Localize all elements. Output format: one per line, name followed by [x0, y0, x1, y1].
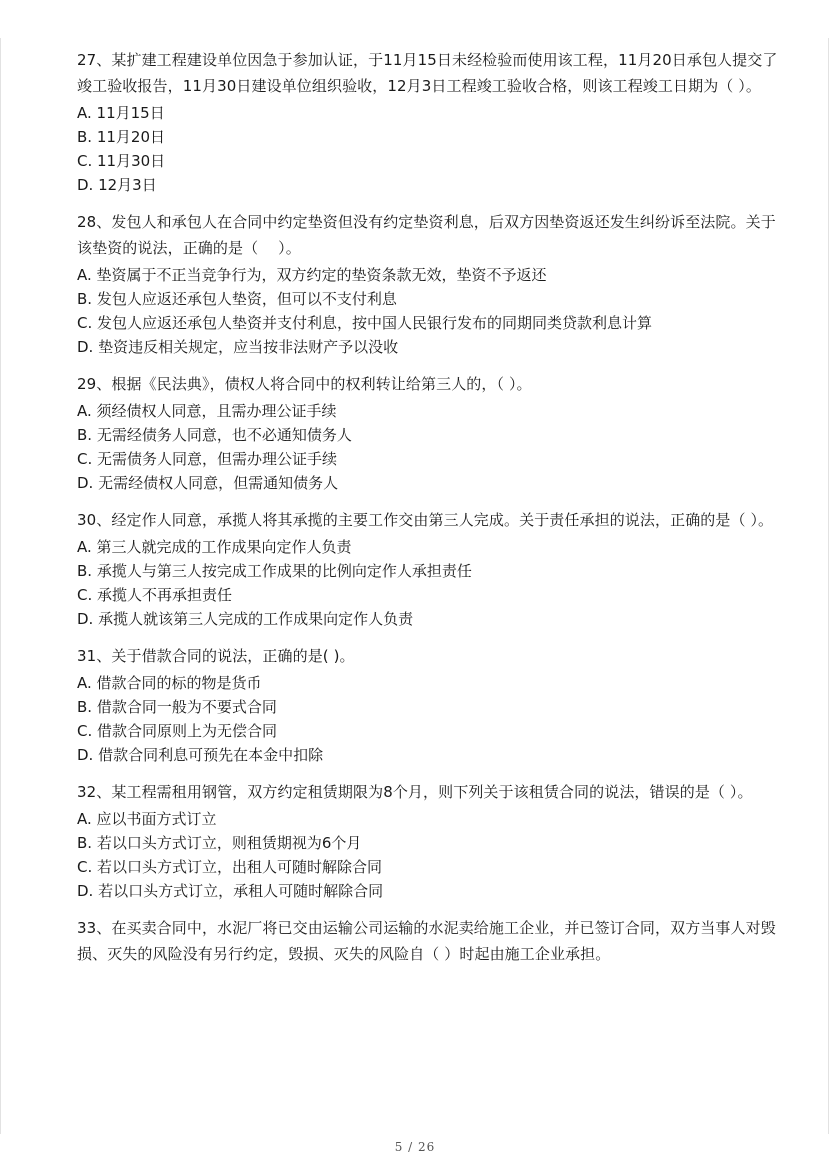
- option-a: A. 11月15日: [77, 104, 165, 122]
- option-b: B. 11月20日: [77, 128, 166, 146]
- option-a: A. 借款合同的标的物是货币: [77, 674, 262, 692]
- option-b: B. 借款合同一般为不要式合同: [77, 698, 277, 716]
- question-stem: 28、发包人和承包人在合同中约定垫资但没有约定垫资利息，后双方因垫资返还发生纠纷诉至法院。关于该垫资的说法，正确的是（ ）。: [77, 213, 776, 257]
- option-b: B. 承揽人与第三人按完成工作成果的比例向定作人承担责任: [77, 562, 472, 580]
- option-d: D. 若以口头方式订立，承租人可随时解除合同: [77, 882, 384, 900]
- question-stem: 31、关于借款合同的说法，正确的是( )。: [77, 647, 355, 665]
- document-page: [0, 38, 829, 1134]
- option-d: D. 承揽人就该第三人完成的工作成果向定作人负责: [77, 610, 414, 628]
- option-a: A. 垫资属于不正当竞争行为，双方约定的垫资条款无效，垫资不予返还: [77, 266, 547, 284]
- question-stem: 29、根据《民法典》，债权人将合同中的权利转让给第三人的，（ ）。: [77, 375, 532, 393]
- option-c: C. 若以口头方式订立，出租人可随时解除合同: [77, 858, 383, 876]
- question-29: [77, 371, 787, 495]
- option-d: D. 垫资违反相关规定，应当按非法财产予以没收: [77, 338, 399, 356]
- option-c: C. 发包人应返还承包人垫资并支付利息，按中国人民银行发布的同期同类贷款利息计算: [77, 314, 653, 332]
- option-a: A. 应以书面方式订立: [77, 810, 217, 828]
- option-b: B. 发包人应返还承包人垫资，但可以不支付利息: [77, 290, 397, 308]
- question-stem: 27、某扩建工程建设单位因急于参加认证，于11月15日未经检验而使用该工程，11月20日承包人提交了竣工验收报告，11月30日建设单位组织验收，12月3日工程竣工验收合格，则该工程竣工日期为（ ）。: [77, 51, 778, 95]
- option-a: A. 第三人就完成的工作成果向定作人负责: [77, 538, 352, 556]
- option-b: B. 无需经债务人同意，也不必通知债务人: [77, 426, 352, 444]
- option-c: C. 11月30日: [77, 152, 166, 170]
- question-list: [77, 47, 787, 979]
- question-32: [77, 779, 787, 903]
- question-33: [77, 915, 787, 967]
- option-c: C. 承揽人不再承担责任: [77, 586, 233, 604]
- question-30: [77, 507, 787, 631]
- option-b: B. 若以口头方式订立，则租赁期视为6个月: [77, 834, 362, 852]
- option-a: A. 须经债权人同意，且需办理公证手续: [77, 402, 337, 420]
- option-c: C. 借款合同原则上为无偿合同: [77, 722, 278, 740]
- question-stem: 30、经定作人同意，承揽人将其承揽的主要工作交由第三人完成。关于责任承担的说法，正确的是（ ）。: [77, 511, 774, 529]
- option-c: C. 无需债务人同意，但需办理公证手续: [77, 450, 338, 468]
- question-31: [77, 643, 787, 767]
- question-27: [77, 47, 787, 197]
- option-d: D. 借款合同利息可预先在本金中扣除: [77, 746, 324, 764]
- question-stem: 33、在买卖合同中，水泥厂将已交由运输公司运输的水泥卖给施工企业，并已签订合同，双方当事人对毁损、灭失的风险没有另行约定，毁损、灭失的风险自（ ）时起由施工企业承担。: [77, 919, 776, 963]
- page-number: 5 / 26: [394, 1140, 436, 1154]
- question-stem: 32、某工程需租用钢管，双方约定租赁期限为8个月，则下列关于该租赁合同的说法，错误的是（ ）。: [77, 783, 753, 801]
- question-28: [77, 209, 787, 359]
- option-d: D. 无需经债权人同意，但需通知债务人: [77, 474, 339, 492]
- option-d: D. 12月3日: [77, 176, 157, 194]
